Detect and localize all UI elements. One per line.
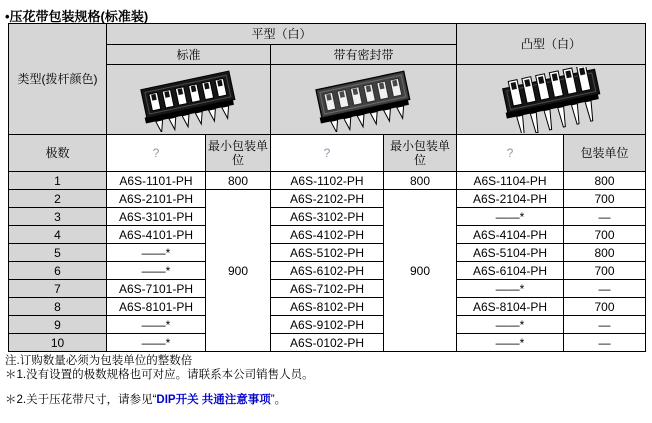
flat-standard-header: 标准 — [107, 45, 271, 65]
raised-unit-cell: 800 — [564, 172, 646, 190]
poles-cell: 1 — [9, 172, 107, 190]
sealed-model-cell: A6S-7102-PH — [271, 280, 384, 298]
footnotes — [0, 352, 652, 408]
footnote-2-prefix: ＊2.关于压花带尺寸，请参见“ — [5, 394, 157, 406]
flat-type-group-header: 平型（白） — [107, 24, 457, 45]
poles-cell: 7 — [9, 280, 107, 298]
raised-unit-cell: 700 — [564, 298, 646, 316]
raised-model-placeholder: ? — [457, 135, 564, 172]
std-unit-merged-cell: 900 — [206, 190, 271, 352]
sealed-model-placeholder: ? — [271, 135, 384, 172]
footnote-1: ＊1.没有设置的极数规格也可对应。请联系本公司销售人员。 — [5, 368, 314, 381]
page-title: •压花带包装规格(标准装) — [5, 9, 149, 24]
poles-cell: 4 — [9, 226, 107, 244]
raised-unit-cell: 700 — [564, 190, 646, 208]
std-model-cell: A6S-3101-PH — [107, 208, 206, 226]
raised-unit-cell: 700 — [564, 226, 646, 244]
raised-image-cell — [457, 65, 646, 135]
sealed-unit-cell: 800 — [384, 172, 457, 190]
sealed-model-cell: A6S-3102-PH — [271, 208, 384, 226]
order-note: 注.订购数量必须为包装单位的整数倍 — [5, 355, 193, 367]
sealed-model-cell: A6S-1102-PH — [271, 172, 384, 190]
sealed-model-cell: A6S-5102-PH — [271, 244, 384, 262]
sealed-min-unit-header: 最小包装单位 — [384, 135, 457, 172]
raised-model-cell: A6S-2104-PH — [457, 190, 564, 208]
footnote-2-suffix: ”。 — [270, 394, 287, 406]
std-unit-cell: 800 — [206, 172, 271, 190]
raised-unit-cell: 800 — [564, 244, 646, 262]
std-model-placeholder: ? — [107, 135, 206, 172]
flat-sealed-header: 带有密封带 — [271, 45, 457, 65]
poles-header: 极数 — [9, 135, 107, 172]
raised-model-cell: ——* — [457, 334, 564, 352]
std-model-cell: ——* — [107, 244, 206, 262]
raised-unit-cell: — — [564, 208, 646, 226]
raised-unit-cell: 700 — [564, 262, 646, 280]
raised-model-cell: A6S-4104-PH — [457, 226, 564, 244]
raised-model-cell: ——* — [457, 208, 564, 226]
raised-model-cell: A6S-5104-PH — [457, 244, 564, 262]
poles-cell: 6 — [9, 262, 107, 280]
poles-cell: 5 — [9, 244, 107, 262]
sealed-model-cell: A6S-8102-PH — [271, 298, 384, 316]
std-model-cell: A6S-4101-PH — [107, 226, 206, 244]
dip-switch-flat-standard-image — [114, 68, 264, 132]
std-model-cell: A6S-2101-PH — [107, 190, 206, 208]
raised-model-cell: ——* — [457, 316, 564, 334]
sealed-model-cell: A6S-2102-PH — [271, 190, 384, 208]
poles-cell: 10 — [9, 334, 107, 352]
std-model-cell: ——* — [107, 334, 206, 352]
std-model-cell: A6S-1101-PH — [107, 172, 206, 190]
std-model-cell: ——* — [107, 262, 206, 280]
raised-model-cell: A6S-8104-PH — [457, 298, 564, 316]
flat-standard-image-cell — [107, 65, 271, 135]
raised-model-cell: ——* — [457, 280, 564, 298]
poles-cell: 9 — [9, 316, 107, 334]
poles-cell: 8 — [9, 298, 107, 316]
dip-switch-precautions-link[interactable]: DIP开关 共通注意事项 — [156, 394, 271, 406]
dip-switch-raised-image — [471, 67, 631, 133]
raised-unit-header: 包装单位 — [564, 135, 646, 172]
sealed-model-cell: A6S-6102-PH — [271, 262, 384, 280]
poles-cell: 2 — [9, 190, 107, 208]
raised-type-group-header: 凸型（白） — [457, 24, 646, 65]
sealed-model-cell: A6S-4102-PH — [271, 226, 384, 244]
raised-unit-cell: — — [564, 280, 646, 298]
type-lever-color-header: 类型(拨杆颜色) — [9, 24, 107, 135]
std-min-unit-header: 最小包装单位 — [206, 135, 271, 172]
std-model-cell: A6S-8101-PH — [107, 298, 206, 316]
sealed-model-cell: A6S-9102-PH — [271, 316, 384, 334]
footnote-2 — [5, 394, 652, 408]
raised-unit-cell: — — [564, 334, 646, 352]
raised-unit-cell: — — [564, 316, 646, 334]
poles-cell: 3 — [9, 208, 107, 226]
raised-model-cell: A6S-6104-PH — [457, 262, 564, 280]
raised-model-cell: A6S-1104-PH — [457, 172, 564, 190]
sealed-model-cell: A6S-0102-PH — [271, 334, 384, 352]
flat-sealed-image-cell — [271, 65, 457, 135]
std-model-cell: A6S-7101-PH — [107, 280, 206, 298]
sealed-unit-merged-cell: 900 — [384, 190, 457, 352]
std-model-cell: ——* — [107, 316, 206, 334]
packaging-spec-table — [8, 23, 646, 352]
dip-switch-flat-sealed-image — [289, 68, 439, 132]
